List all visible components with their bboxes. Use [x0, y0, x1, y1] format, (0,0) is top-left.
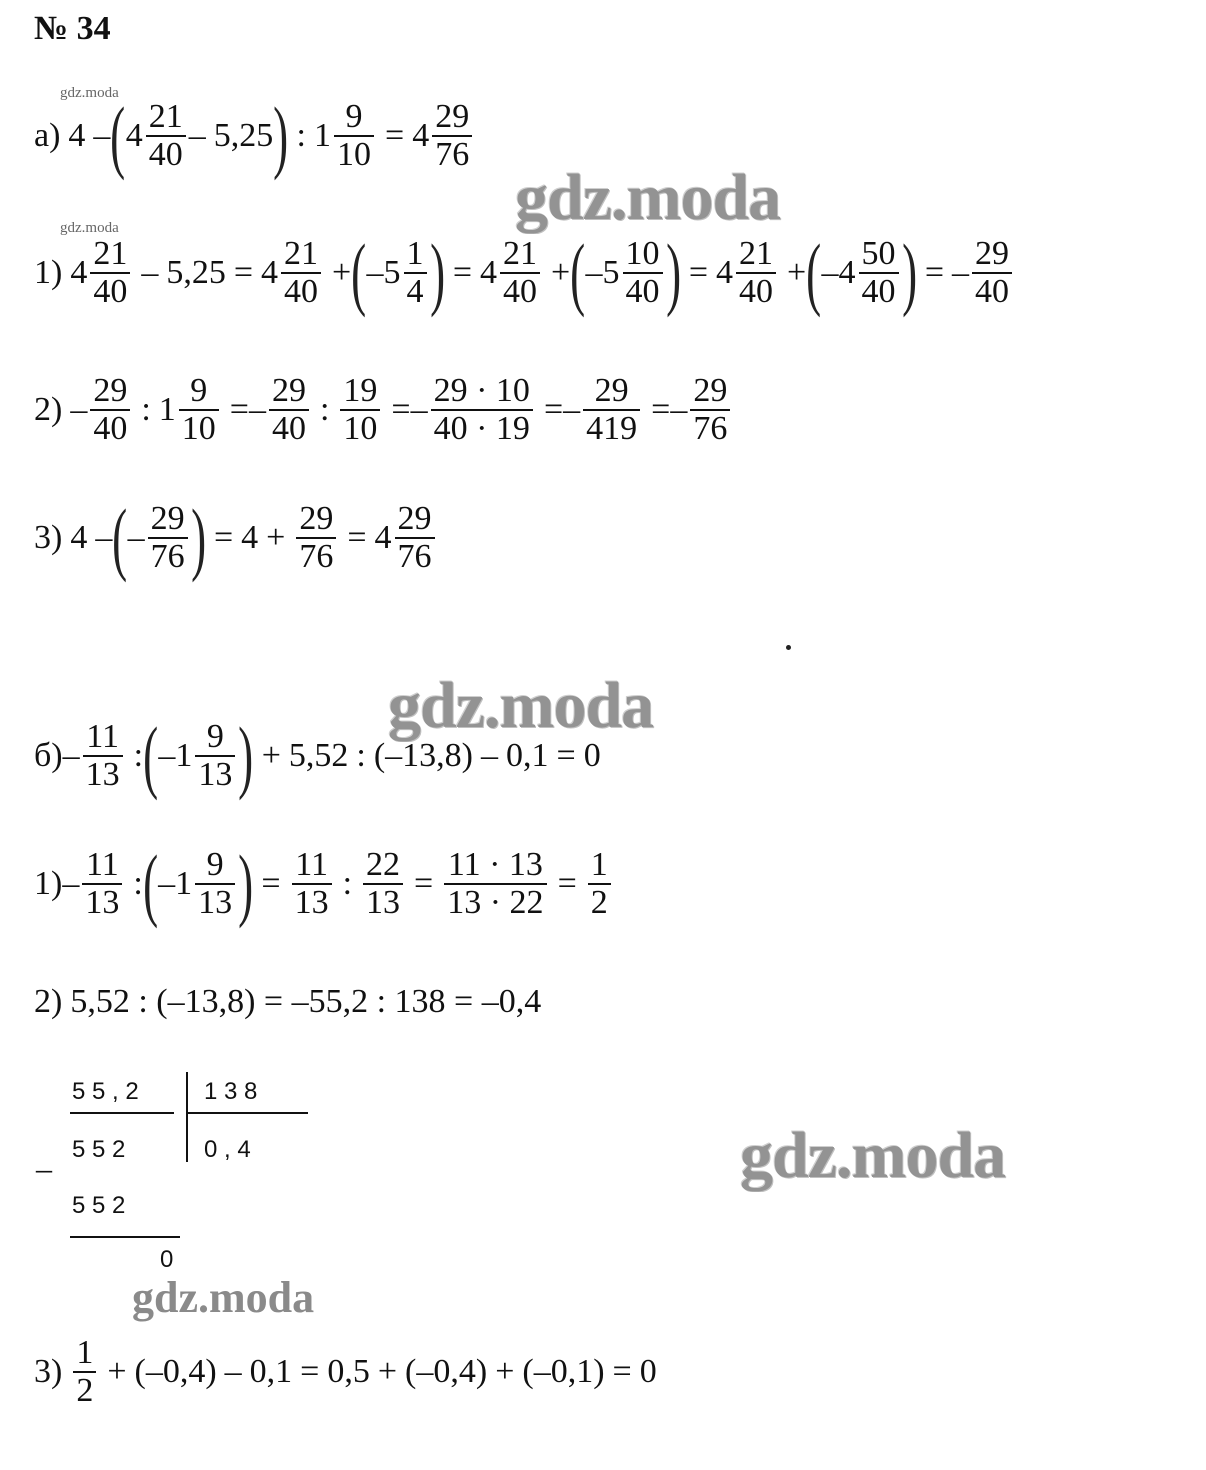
paren-right: ) — [665, 227, 681, 318]
operator: = — [556, 737, 576, 774]
fraction: $\frac{22}{13}$ — [363, 847, 403, 921]
equation-b-step1 — [34, 838, 614, 929]
step-label: 1) — [34, 254, 63, 291]
operator: : — [319, 391, 330, 428]
paren-left: ( — [143, 710, 159, 801]
division-minus: – — [36, 1150, 52, 1186]
mixed-number: –5 $\frac{10}{40}$ — [586, 236, 666, 310]
operator: – — [410, 391, 428, 428]
operator: – — [95, 519, 113, 556]
fraction: $\frac{11}{13}$ — [83, 719, 123, 793]
operator: + — [787, 254, 807, 291]
number: 0 — [639, 1353, 657, 1390]
operator: – — [93, 117, 111, 154]
label-a: а) — [34, 117, 61, 154]
operator: – — [952, 254, 970, 291]
paren-right: ) — [190, 492, 206, 583]
number: 5,25 — [213, 117, 274, 154]
watermark-big: gdz.moda — [388, 669, 654, 742]
mixed-number: 1 $\frac{9}{10}$ — [314, 99, 377, 173]
operator: : — [133, 865, 143, 902]
mixed-number: 4 $\frac{21}{40}$ — [70, 236, 133, 310]
number: (–0,1) — [522, 1353, 605, 1390]
paren-right: ) — [273, 90, 289, 181]
fraction: $\frac{29}{40}$ — [972, 236, 1012, 310]
problem-number: № 34 — [34, 10, 111, 47]
number: 5,25 — [166, 254, 226, 291]
number: 0,1 — [506, 737, 549, 774]
operator: + — [332, 254, 352, 291]
equation-b-step2 — [34, 980, 541, 1024]
watermark-medium: gdz.moda — [132, 1273, 315, 1322]
operator: – — [248, 391, 266, 428]
operator: – — [224, 1353, 242, 1390]
division-remainder: 0 — [160, 1246, 174, 1273]
operator: – — [127, 519, 145, 556]
number: 5,52 — [288, 737, 349, 774]
mixed-number: –4 $\frac{50}{40}$ — [822, 236, 902, 310]
fraction: $\frac{29}{76}$ — [148, 501, 188, 575]
operator: = — [347, 519, 367, 556]
division-underline — [70, 1236, 180, 1238]
number: 4 — [70, 519, 88, 556]
operator: : — [133, 737, 144, 774]
operator: + — [261, 737, 281, 774]
operator: : — [141, 391, 151, 428]
fraction: $\frac{29}{40}$ — [90, 373, 130, 447]
operator: = — [385, 117, 405, 154]
operator: = — [261, 865, 281, 902]
paren-left: ( — [351, 227, 367, 318]
paren-right: ) — [429, 227, 445, 318]
mixed-number: 4 $\frac{29}{76}$ — [412, 99, 475, 173]
fraction: $\frac{11}{13}$ — [292, 847, 332, 921]
operator: – — [141, 254, 159, 291]
equation-b-step3 — [34, 1332, 657, 1412]
number: 4 — [68, 117, 86, 154]
operator: = — [924, 254, 945, 291]
label-b: б) — [34, 737, 63, 774]
operator: + — [266, 519, 286, 556]
division-underline — [70, 1112, 174, 1114]
number: (–13,8) — [373, 737, 473, 774]
mixed-number: 4 $\frac{29}{76}$ — [375, 501, 438, 575]
operator: – — [62, 865, 80, 902]
mixed-number: 4 $\frac{21}{40}$ — [261, 236, 324, 310]
operator: – — [188, 117, 206, 154]
operator: = — [543, 391, 564, 428]
watermark-big: gdz.moda — [515, 161, 781, 234]
step-text: 5,52 : (–13,8) = –55,2 : 138 = –0,4 — [70, 983, 542, 1020]
number: 0,1 — [249, 1353, 293, 1390]
number: (–0,4) — [405, 1353, 488, 1390]
operator: – — [62, 737, 80, 774]
paren-left: ( — [110, 90, 126, 181]
operator: – — [481, 737, 498, 774]
operator: = — [557, 865, 577, 902]
step-label: 3) — [34, 1353, 63, 1390]
mixed-number: 1 $\frac{9}{10}$ — [159, 373, 222, 447]
operator: = — [651, 391, 671, 428]
equation-a-step3 — [34, 492, 438, 583]
step-label: 2) — [34, 391, 63, 428]
fraction: $\frac{29}{419}$ — [583, 373, 640, 447]
mixed-number: –1 $\frac{9}{13}$ — [158, 847, 238, 921]
operator: + — [107, 1353, 127, 1390]
fraction: $\frac{11}{13}$ — [82, 847, 122, 921]
paren-right: ) — [238, 838, 254, 929]
number: 4 — [241, 519, 259, 556]
fraction: $\frac{1}{2}$ — [73, 1335, 96, 1409]
number: 0,5 — [327, 1353, 370, 1390]
paren-right: ) — [238, 710, 254, 801]
operator: = — [300, 1353, 320, 1390]
mixed-number: –1 $\frac{9}{13}$ — [158, 719, 238, 793]
watermark-small: gdz.moda — [60, 85, 119, 101]
mixed-number: –5 $\frac{1}{4}$ — [367, 236, 430, 310]
division-sub2: 5 5 2 — [72, 1192, 126, 1219]
watermark-big: gdz.moda — [740, 1119, 1006, 1192]
operator: = — [414, 865, 434, 902]
operator: : — [342, 865, 353, 902]
division-quotient: 0 , 4 — [204, 1136, 251, 1163]
operator: – — [670, 391, 688, 428]
fraction: $\frac{29}{76}$ — [690, 373, 730, 447]
number: (–0,4) — [134, 1353, 217, 1390]
mixed-number: 4 $\frac{21}{40}$ — [716, 236, 779, 310]
paren-left: ( — [142, 838, 158, 929]
paren-left: ( — [570, 227, 586, 318]
operator: = — [688, 254, 709, 291]
fraction: $\frac{29}{40}$ — [269, 373, 309, 447]
step-label: 3) — [34, 519, 63, 556]
operator: – — [70, 391, 88, 428]
step-label: 1) — [34, 865, 63, 902]
fraction: $\frac{29 \cdot 10}{40 \cdot 19}$ — [431, 373, 533, 447]
paren-right: ) — [901, 227, 917, 318]
watermark-small: gdz.moda — [60, 220, 119, 236]
operator: + — [377, 1353, 398, 1390]
mixed-number: 4 $\frac{21}{40}$ — [126, 99, 189, 173]
operator: = — [229, 391, 249, 428]
operator: = — [452, 254, 473, 291]
equation-a-step2 — [34, 370, 733, 450]
operator: + — [495, 1353, 515, 1390]
division-divisor: 1 3 8 — [204, 1078, 258, 1105]
step-label: 2) — [34, 983, 63, 1020]
division-vertical-line — [186, 1072, 188, 1162]
fraction: $\frac{1}{2}$ — [588, 847, 611, 921]
division-horizontal-line — [188, 1112, 308, 1114]
fraction: $\frac{19}{10}$ — [340, 373, 380, 447]
operator: = — [612, 1353, 632, 1390]
division-subtrahend: 5 5 2 — [72, 1136, 126, 1163]
operator: : — [296, 117, 306, 154]
operator: = — [233, 254, 254, 291]
operator: + — [551, 254, 571, 291]
division-dividend: 5 5 , 2 — [72, 1078, 139, 1105]
equation-b — [34, 710, 601, 801]
number: 0 — [583, 737, 601, 774]
operator: = — [213, 519, 234, 556]
fraction: $\frac{29}{76}$ — [296, 501, 336, 575]
paren-left: ( — [112, 492, 128, 583]
stray-dot — [786, 645, 791, 650]
operator: : — [356, 737, 366, 774]
fraction: $\frac{11 \cdot 13}{13 \cdot 22}$ — [444, 847, 546, 921]
paren-left: ( — [806, 227, 822, 318]
operator: = — [391, 391, 411, 428]
mixed-number: 4 $\frac{21}{40}$ — [480, 236, 543, 310]
operator: – — [563, 391, 581, 428]
